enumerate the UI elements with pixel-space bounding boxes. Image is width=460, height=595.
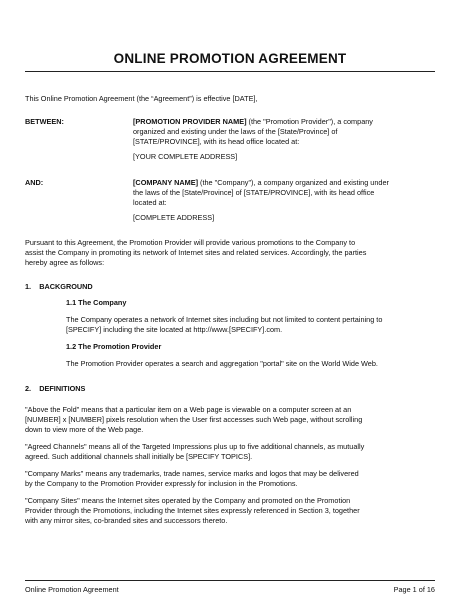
subsection-heading-the-company: 1.1 The Company <box>66 298 127 307</box>
and-label: AND: <box>25 178 44 187</box>
footer-page-number: Page 1 of 16 <box>393 585 435 594</box>
between-party-address: [YOUR COMPLETE ADDRESS] <box>133 152 238 161</box>
footer-document-name: Online Promotion Agreement <box>25 585 119 594</box>
definition-line: by the Company to the Promotion Provider expressly for inclusion in the Promotions. <box>25 479 298 488</box>
definition-line: down to view more of the Web page. <box>25 425 144 434</box>
pursuant-line: Pursuant to this Agreement, the Promotion Provider will provide various promotions to the Company to <box>25 238 356 247</box>
definition-line: [NUMBER] x [NUMBER] pixels resolution when the User first accesses such Web page, without scrolling <box>25 415 363 424</box>
between-party-line1: [PROMOTION PROVIDER NAME] (the "Promotion Provider"), a company <box>133 117 373 126</box>
section-heading-definitions: 2. DEFINITIONS <box>25 384 86 393</box>
and-party-line2: the laws of the [State/Province] of [STATE/PROVINCE], with its head office <box>133 188 375 197</box>
between-label: BETWEEN: <box>25 117 64 126</box>
title-rule <box>25 71 435 72</box>
and-party-name: [COMPANY NAME] <box>133 178 198 187</box>
and-party-line1: [COMPANY NAME] (the "Company"), a company organized and existing under <box>133 178 389 187</box>
definition-line: "Company Sites" means the Internet sites operated by the Company and promoted on the Promotion <box>25 496 351 505</box>
subsection-text-line: The Promotion Provider operates a search and aggregation "portal" site on the World Wide Web. <box>66 359 378 368</box>
definition-line: "Agreed Channels" means all of the Targeted Impressions plus up to five additional channels, as mutually <box>25 442 365 451</box>
section-heading-background: 1. BACKGROUND <box>25 282 93 291</box>
definition-line: "Above the Fold" means that a particular item on a Web page is viewable on a computer screen at an <box>25 405 352 414</box>
document-title: ONLINE PROMOTION AGREEMENT <box>113 51 347 66</box>
and-party-address: [COMPLETE ADDRESS] <box>133 213 215 222</box>
between-party-line3: [STATE/PROVINCE], with its head office located at: <box>133 137 300 146</box>
subsection-text-line: The Company operates a network of Internet sites including but not limited to content pertaining to <box>66 315 383 324</box>
footer-rule <box>25 580 435 581</box>
and-party-line3: located at: <box>133 198 167 207</box>
definition-line: Provider through the Promotions, including the Internet sites expressly referenced in Section 3, together <box>25 506 360 515</box>
pursuant-line: hereby agree as follows: <box>25 258 105 267</box>
definition-line: "Company Marks" means any trademarks, trade names, service marks and logos that may be delivered <box>25 469 359 478</box>
subsection-heading-promotion-provider: 1.2 The Promotion Provider <box>66 342 162 351</box>
definition-line: with any mirror sites, co-branded sites and successors thereto. <box>25 516 228 525</box>
intro-paragraph: This Online Promotion Agreement (the “Agreement”) is effective [DATE], <box>25 94 258 103</box>
between-party-name: [PROMOTION PROVIDER NAME] <box>133 117 247 126</box>
subsection-text-line: [SPECIFY] including the site located at http://www.[SPECIFY].com. <box>66 325 283 334</box>
between-party-line2: organized and existing under the laws of the [State/Province] of <box>133 127 338 136</box>
pursuant-line: assist the Company in promoting its network of Internet sites and related services. Accordingly, the parties <box>25 248 367 257</box>
definition-line: agreed. Such additional channels shall initially be [SPECIFY TOPICS]. <box>25 452 253 461</box>
